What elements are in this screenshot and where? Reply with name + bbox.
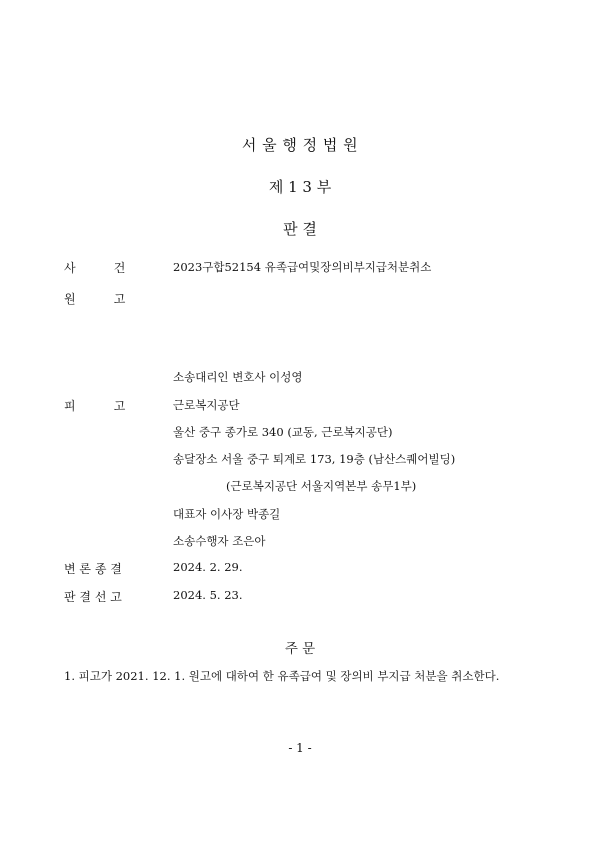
judgment-date: 2024. 5. 23. [173,588,243,602]
division: 제 1 3 부 [268,178,332,196]
order-item: 1. 피고가 2021. 12. 1. 원고에 대하여 한 유족급여 및 장의비 부지급 처분을 취소한다. [64,669,500,683]
judgment-label: 판 결 선 고 [64,590,122,604]
closing-date: 2024. 2. 29. [173,560,243,574]
document-type: 판 결 [283,220,317,238]
case-label: 사 건 [64,261,126,275]
page-number: - 1 - [288,741,312,755]
defendant-litigator: 소송수행자 조은아 [173,534,266,548]
defendant-label: 피 고 [64,399,126,413]
case-number: 2023구합52154 유족급여및장의비부지급처분취소 [173,260,432,274]
defendant-representative: 대표자 이사장 박종길 [173,507,281,521]
closing-label: 변 론 종 결 [64,562,122,576]
plaintiff-label: 원 고 [64,292,126,306]
plaintiff-counsel: 소송대리인 변호사 이성영 [173,370,303,384]
defendant-name: 근로복지공단 [173,398,240,412]
defendant-address: 울산 중구 종가로 340 (교동, 근로복지공단) [173,425,393,439]
defendant-service-address: 송달장소 서울 중구 퇴계로 173, 19층 (남산스퀘어빌딩) [173,452,456,466]
defendant-service-office: (근로복지공단 서울지역본부 송무1부) [226,479,417,493]
order-title: 주 문 [284,641,316,657]
court-name: 서 울 행 정 법 원 [241,136,359,154]
